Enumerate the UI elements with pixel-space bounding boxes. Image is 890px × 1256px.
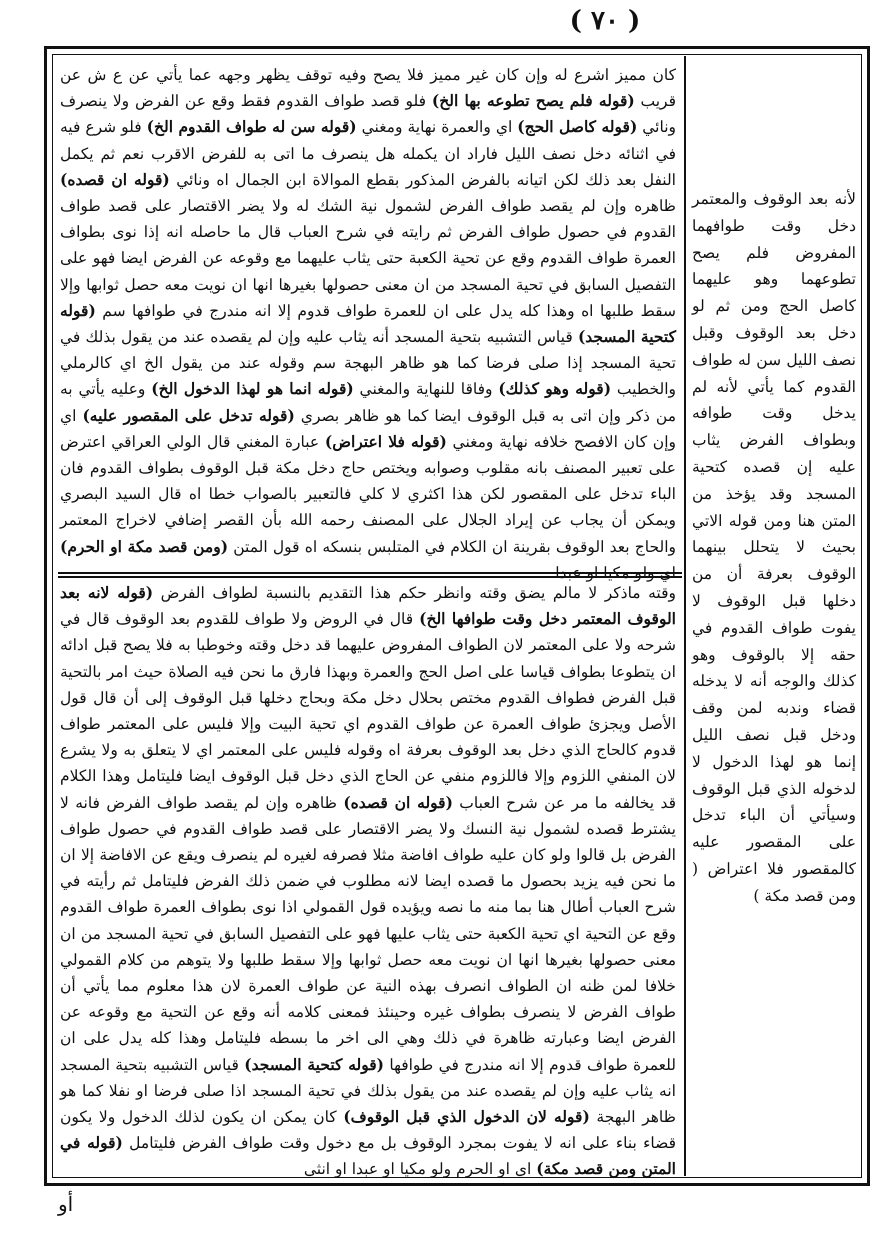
quoted-lemma: (قوله تدخل على المقصور عليه) xyxy=(82,405,295,425)
commentary-text: لأنه بعد الوقوف والمعتمر دخل وقت طوافهما المفروض فلم يصح تطوعهما وهو عليهما كاصل الحج ومن ثم لو دخل بعد الوقوف وقبل نصف الليل سن له طواف القدوم كما يأتي لأنه لم يدخل وقت طوافه وبطواف الفرض يثاب عليه إن قصده كتحية المسجد وقد يؤخذ من المتن هنا ومن قوله الاتي بحيث لا يتحلل بينهما الوقوف بعرفة أن من دخلها قبل الوقوف لا يفوت طواف القدوم في حقه إلا بالوقوف وهو كذلك والوجه أنه لا يدخله قضاء وندبه لمن وقف ودخل قبل نصف الليل إنما هو لهذا الدخول لا لدخوله الذي قبل الوقوف وسيأتي أن الباء تدخل على المقصور عليه كالمقصور فلا اعتراض xyxy=(692,190,856,878)
commentary-text: وفاقا للنهاية والمغني xyxy=(353,380,499,399)
quoted-lemma: (قوله وهو كذلك) xyxy=(498,379,612,399)
quoted-lemma: (قوله لانه بعد الوقوف المعتمر دخل وقت طوافها الخ) xyxy=(60,583,676,629)
commentary-text: اي والعمرة نهاية ومغني xyxy=(356,118,518,137)
commentary-text: قياس التشبيه بتحية المسجد أنه يثاب عليه وإن لم يقصده عند من يقول بذلك في تحية المسجد إذا صلى فرضا كما هو ظاهر البهجة سم وقوله عند من يقول الخ اي كالرملي والخطيب xyxy=(60,328,676,399)
commentary-text: قياس التشبيه بتحية المسجد انه يثاب عليه وإن لم يقصده عند من يقول بذلك في تحية المسجد اذا صلى فرضا او نفلا كما هو ظاهر البهجة xyxy=(60,1055,676,1127)
commentary-upper xyxy=(60,62,676,570)
quoted-lemma: (قوله فلم يصح تطوعه بها الخ) xyxy=(431,91,635,111)
commentary-text: ( ومن قصد مكة ) xyxy=(692,859,856,905)
commentary-text: كان يمكن ان يكون لذلك الدخول ولا يكون قضاء بناء على انه لا يفوت بمجرد الوقوف بل مع دخول وقت طواف الفرض فليتامل xyxy=(60,1108,677,1153)
quoted-lemma: (قوله لان الدخول الذي قبل الوقوف) xyxy=(343,1107,590,1127)
commentary-text: قال في الروض ولا طواف للقدوم بعد الوقوف قال في شرحه ولا على المعتمر لان الطواف المفروض عليهما قد دخل وقته وخوطبا به فلا يصح قبل ادائه ان يتطوعا بطواف قياسا على اصل الحج والعمرة وبهذا فارق ما نحن فيه الصلاة حيث امر بالتحية قبل الفرض فطواف القدوم مختص بحلال دخل مكة وبحاج دخلها قبل الوقوف إلى أن قال قول الأصل ويجزئ طواف العمرة عن طواف القدوم اي تحية البيت وإلا فليس على المعتمر طواف قدوم كالحاج الذي دخل بعد الوقوف بعرفة اه وقوله فليس على المعتمر اي لا يتعلق به ولا يشرع لان المنفي اللزوم وإلا فاللزوم منفي عن الحاج الذي دخل قبل الوقوف ايضا فليتامل وهذا الكلام قد يخالفه ما مر عن شرح العباب xyxy=(60,610,676,812)
commentary-text: عبارة المغني قال الولي العراقي اعترض على تعبير المصنف بانه مقلوب وصوابه ويختص حاج دخل مكة قبل الوقوف بطواف القدوم فان الباء تدخل على المقصور لكن هذا اكثري لا كلي فالتعبير بالصواب خطا اه قال السيد البصري ويمكن أن يجاب عن إيراد الجلال على المصنف رحمه الله بأن القصر إضافي لاخراج المعتمر والحاج بعد الوقوف بقرينة ان الكلام في المتلبس بنسكه اه قول المتن xyxy=(60,432,676,556)
column-divider xyxy=(684,56,686,1176)
commentary-text: فلو شرع فيه في اثنائه دخل نصف الليل فاراد ان يكمله هل ينصرف ما اتى به للفرض الاقرب نعم ثم يكمل النفل بعد ذلك لكن اتيانه بالفرض المذكور بقطع الموالاة ابن الجمال اه ونائي xyxy=(60,118,676,189)
commentary-text: وقته ماذكر لا مالم يضق وقته وانظر حكم هذا التقديم بالنسبة لطواف الفرض xyxy=(153,584,676,602)
commentary-text: ظاهره وإن لم يقصد طواف الفرض فانه لا يشترط قصده لشمول نية النسك ولا يضر الاقتصار على قصد طواف القدوم في حصول طواف الفرض بل قالوا ولو كان عليه طواف افاضة مثلا فصرفه لغيره لم ينصرف ويقع عن الافاضة إلا ان ما نحن فيه يزيد بحصول ما قصده ايضا لانه مطلوب في ضمن ذلك الفرض فليتامل ثم رأيته في شرح العباب أطال هنا بما منه ما نصه ويؤيده قول القمولي اذا نوى بطواف العمرة طواف القدوم وقع عن التحية اي تحية الكعبة حتى يثاب عليها فهو على التفصيل السابق في تحية المسجد من ان معنى حصولها بغيرها انها ان نويت معه حصل ثوابها وإلا سقط طلبها ولا يتوهم من كلام القمولي خلافا لمن ظنه ان الطواف انصرف بهذه النية عن طواف العمرة لان هذا معلوم مما يأتي أن طواف الفرض لا ينصرف بطواف غيره وحينئذ فمعنى كلامه أنه وقع عن التحية مع وقوعه عن الفرض ايضا وعبارته ظاهرة في ذلك وهي الى اخر ما بسطه فليتامل وهذا كله يدل على ان للعمرة طواف قدوم إلا انه مندرج في طوافها xyxy=(60,793,676,1074)
quoted-lemma: (قوله فلا اعتراض) xyxy=(324,431,447,451)
section-divider xyxy=(58,576,682,578)
quoted-lemma: (ومن قصد مكة او الحرم) xyxy=(60,536,229,556)
quoted-lemma: (قوله سن له طواف القدوم الخ) xyxy=(146,117,357,137)
commentary-text: اي او الحرم ولو مكيا او عبدا او انثى xyxy=(303,1160,537,1179)
quoted-lemma: (قوله كتحية المسجد) xyxy=(60,300,676,347)
quoted-lemma: (قوله انما هو لهذا الدخول الخ) xyxy=(151,379,354,399)
page-number: ( ٧٠ ) xyxy=(569,6,641,36)
quoted-lemma: (قوله كاصل الحج) xyxy=(517,117,638,137)
commentary-text: كان مميز اشرع له وإن كان غير مميز فلا يصح وفيه توقف يظهر وجهه عما يأتي عن ع ش عن قريب xyxy=(60,66,676,111)
margin-main-text xyxy=(692,186,856,905)
section-divider xyxy=(58,572,682,574)
quoted-lemma: (قوله في المتن ومن قصد مكة) xyxy=(60,1133,676,1179)
quoted-lemma: (قوله ان قصده) xyxy=(343,792,453,812)
commentary-text: اي وإن كان الافصح خلافه نهاية ومغني xyxy=(60,406,676,451)
quoted-lemma: (قوله ان قصده) xyxy=(60,169,170,189)
quoted-lemma: (قوله كتحية المسجد) xyxy=(244,1054,384,1074)
commentary-text: ظاهره وإن لم يقصد طواف الفرض لشمول نية الشك له ولا يضر الاقتصار على قصد طواف القدوم في حصول طواف الفرض ثم رايته في شرح العباب قال ما حاصله انه إذا نوى بطواف العمرة طواف القدوم وقع عن تحية الكعبة حتى يثاب عليهما مع وقوعه عن الفرض ايضا فهو على التفصيل السابق في تحية المسجد من ان معنى حصولها بغيرها انها ان نويت معه حصل ثوابها وإلا سقط طلبها اه وهذا كله يدل على ان للعمرة طواف قدوم إلا انه مندرج في طوافها سم xyxy=(60,197,676,320)
catchword: أو xyxy=(58,1192,74,1216)
commentary-text: فلو قصد طواف القدوم فقط وقع عن الفرض ولا ينصرف ونائي xyxy=(60,92,677,137)
commentary-lower xyxy=(60,580,677,1179)
commentary-text: وعليه يأتي به من ذكر وإن اتى به قبل الوقوف ايضا كما هو ظاهر بصري xyxy=(60,380,676,425)
